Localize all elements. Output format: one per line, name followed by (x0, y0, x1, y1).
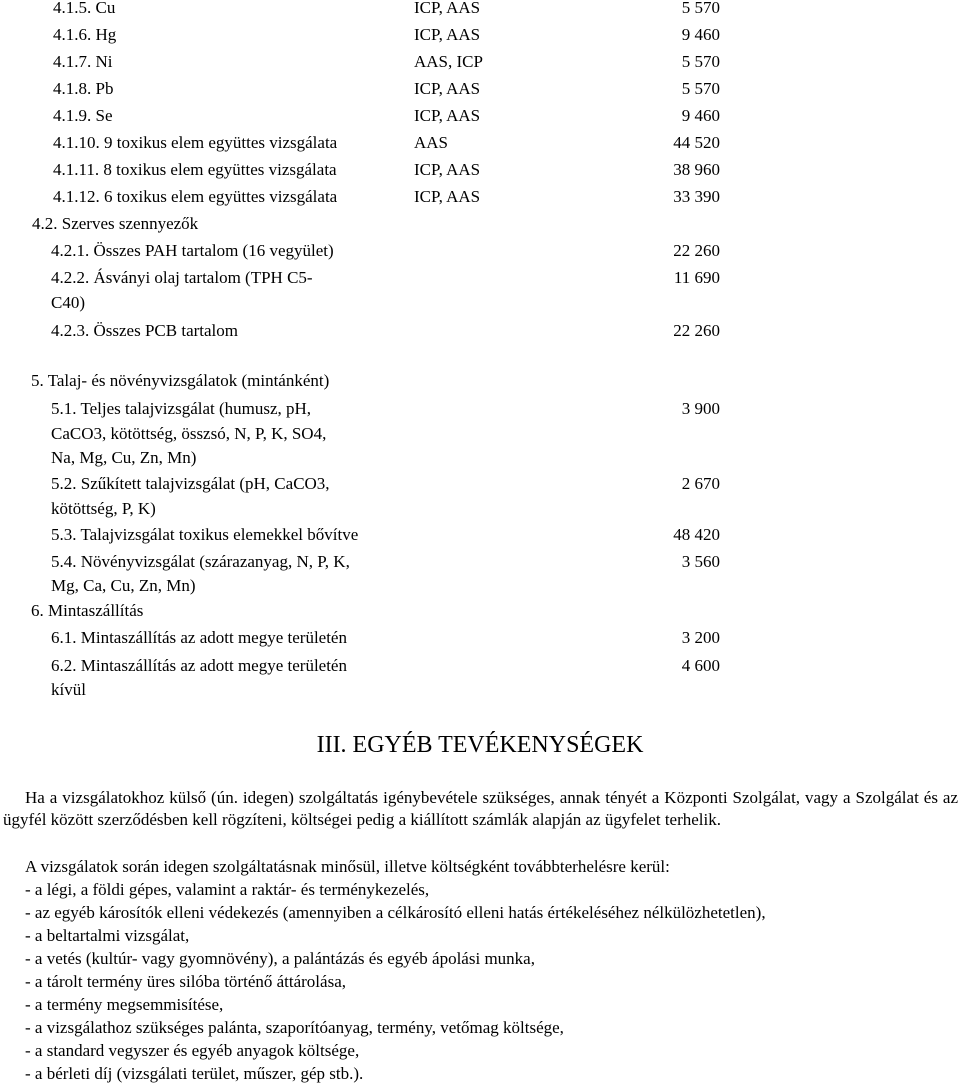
item-label-cont: C40) (51, 293, 85, 312)
row-label: 4.1.9. Se (53, 106, 113, 125)
services-intro: A vizsgálatok során idegen szolgáltatásnak minősül, illetve költségként továbbterhelésre kerül: (25, 857, 670, 876)
section-title: 5. Talaj- és növényvizsgálatok (mintánként) (31, 371, 330, 390)
row-method: ICP, AAS (414, 79, 481, 98)
list-item: - a termény megsemmisítése, (25, 995, 224, 1014)
item-price: 48 420 (673, 525, 720, 544)
intro-paragraph: Ha a vizsgálatokhoz külső (ún. idegen) szolgáltatás igénybevétele szükséges, annak tényét a Központi Szolgálat, vagy a Szolgálat és az ügyfél között szerződésben kell rögzíteni, költségei pedig a kiállított számlák alapján az ügyfelet terhelik. (3, 788, 958, 829)
item-price: 22 260 (673, 241, 720, 260)
item-price: 3 560 (681, 552, 720, 571)
item-price: 4 600 (681, 656, 720, 675)
list-item: - a légi, a földi gépes, valamint a raktár- és terménykezelés, (25, 880, 430, 899)
row-price: 9 460 (681, 25, 720, 44)
item-label: 4.2.3. Összes PCB tartalom (51, 321, 238, 340)
section-title: 6. Mintaszállítás (31, 601, 144, 620)
row-label: 4.1.11. 8 toxikus elem együttes vizsgálata (53, 160, 337, 179)
row-price: 9 460 (681, 106, 720, 125)
item-price: 11 690 (673, 268, 720, 287)
section-title: 4.2. Szerves szennyezők (32, 214, 199, 233)
row-price: 38 960 (673, 160, 720, 179)
item-label: 5.1. Teljes talajvizsgálat (humusz, pH, (51, 399, 312, 418)
list-item: - a standard vegyszer és egyéb anyagok költsége, (25, 1041, 360, 1060)
row-price: 44 520 (673, 133, 720, 152)
list-item: - a beltartalmi vizsgálat, (25, 926, 190, 945)
item-label: 5.3. Talajvizsgálat toxikus elemekkel bővítve (51, 525, 359, 544)
row-label: 4.1.8. Pb (53, 79, 114, 98)
row-price: 33 390 (673, 187, 720, 206)
row-method: AAS, ICP (414, 52, 483, 71)
item-price: 3 900 (681, 399, 720, 418)
item-label-cont: kötöttség, P, K) (51, 499, 156, 518)
item-price: 22 260 (673, 321, 720, 340)
item-price: 3 200 (681, 628, 720, 647)
list-item: - a bérleti díj (vizsgálati terület, műszer, gép stb.). (25, 1064, 364, 1083)
item-label-cont: Na, Mg, Cu, Zn, Mn) (51, 448, 197, 467)
item-label-cont: kívül (51, 680, 86, 699)
row-price: 5 570 (681, 79, 720, 98)
item-price: 2 670 (681, 474, 720, 493)
list-item: - az egyéb károsítók elleni védekezés (amennyiben a célkárosító elleni hatás értékeléséhez nélkülözhetetlen), (25, 903, 766, 922)
row-price: 5 570 (681, 52, 720, 71)
item-label: 5.2. Szűkített talajvizsgálat (pH, CaCO3, (51, 474, 330, 493)
row-method: ICP, AAS (414, 160, 481, 179)
item-label: 5.4. Növényvizsgálat (szárazanyag, N, P, K, (51, 552, 350, 571)
item-label-cont: Mg, Ca, Cu, Zn, Mn) (51, 576, 196, 595)
list-item: - a vizsgálathoz szükséges palánta, szaporítóanyag, termény, vetőmag költsége, (25, 1018, 564, 1037)
section-heading: III. EGYÉB TEVÉKENYSÉGEK (316, 732, 644, 758)
item-label: 6.2. Mintaszállítás az adott megye területén (51, 656, 347, 675)
row-method: ICP, AAS (414, 0, 481, 17)
row-label: 4.1.7. Ni (53, 52, 113, 71)
row-method: ICP, AAS (414, 106, 481, 125)
row-label: 4.1.12. 6 toxikus elem együttes vizsgálata (53, 187, 338, 206)
item-label: 6.1. Mintaszállítás az adott megye területén (51, 628, 347, 647)
item-label-cont: CaCO3, kötöttség, összsó, N, P, K, SO4, (51, 424, 327, 443)
row-label: 4.1.5. Cu (53, 0, 116, 17)
item-label: 4.2.2. Ásványi olaj tartalom (TPH C5- (51, 268, 313, 287)
row-label: 4.1.10. 9 toxikus elem együttes vizsgálata (53, 133, 338, 152)
row-label: 4.1.6. Hg (53, 25, 117, 44)
list-item: - a tárolt termény üres silóba történő áttárolása, (25, 972, 346, 991)
list-item: - a vetés (kultúr- vagy gyomnövény), a palántázás és egyéb ápolási munka, (25, 949, 535, 968)
row-method: ICP, AAS (414, 25, 481, 44)
item-label: 4.2.1. Összes PAH tartalom (16 vegyület) (51, 241, 334, 260)
row-method: ICP, AAS (414, 187, 481, 206)
row-method: AAS (414, 133, 449, 152)
row-price: 5 570 (681, 0, 720, 17)
